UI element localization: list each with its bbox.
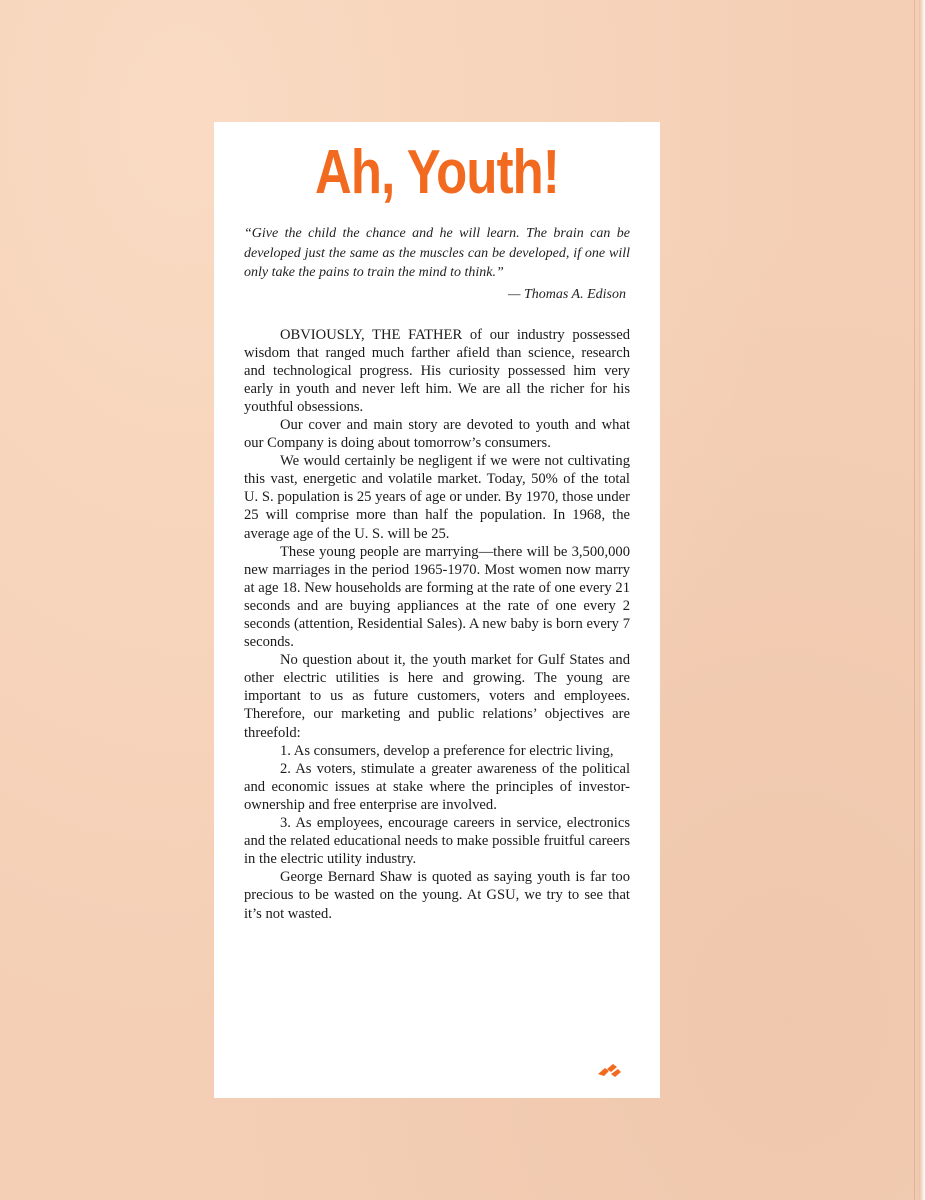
article-body bbox=[244, 326, 630, 923]
paragraph-3: We would certainly be negligent if we were not cultivating this vast, energetic and volatile market. Today, 50% of the total U. S. population is 25 years of age or under. By 1970, those under 25 will comprise more than half the population. In 1968, the average age of the U. S. will be 25. bbox=[244, 453, 630, 542]
edison-quote: “Give the child the chance and he will learn. The brain can be developed just the same as the muscles can be developed, if one will only take the pains to train the mind to think.” bbox=[244, 226, 630, 280]
objective-3: 3. As employees, encourage careers in service, electronics and the related educational needs to make possible fruitful careers in the electric utility industry. bbox=[244, 815, 630, 868]
closing-paragraph: George Bernard Shaw is quoted as saying youth is far too precious to be wasted on the young. At GSU, we try to see that it’s not wasted. bbox=[244, 869, 630, 922]
quote-attribution: — Thomas A. Edison bbox=[508, 286, 626, 302]
objective-2: 2. As voters, stimulate a greater awareness of the political and economic issues at stake where the principles of investor-ownership and free enterprise are involved. bbox=[244, 760, 630, 813]
article-title: Ah, Youth! bbox=[314, 138, 560, 207]
gsu-logo-icon bbox=[596, 1062, 622, 1078]
paragraph-2: Our cover and main story are devoted to youth and what our Company is doing about tomorrow’s consumers. bbox=[244, 416, 630, 452]
page-edge bbox=[919, 0, 925, 1200]
paragraph-5: No question about it, the youth market for Gulf States and other electric utilities is here and growing. The young are important to us as future customers, voters and employees. Therefore, our marketing and public relations’ objectives are threefold: bbox=[244, 652, 630, 741]
paragraph-4: These young people are marrying—there will be 3,500,000 new marriages in the period 1965-1970. Most women now marry at age 18. New households are forming at the rate of one every 21 seconds and are buying appliances at the rate of one every 2 seconds (attention, Residential Sales). A new baby is born every 7 seconds. bbox=[244, 543, 630, 651]
paragraph-1: OBVIOUSLY, THE FATHER of our industry possessed wisdom that ranged much farther afield than science, research and technological progress. His curiosity possessed him very early in youth and never left him. We are all the richer for his youthful obsessions. bbox=[244, 326, 630, 415]
page-fold-line bbox=[914, 0, 915, 1200]
objective-1: 1. As consumers, develop a preference for electric living, bbox=[280, 742, 614, 759]
article-card bbox=[214, 122, 660, 1098]
